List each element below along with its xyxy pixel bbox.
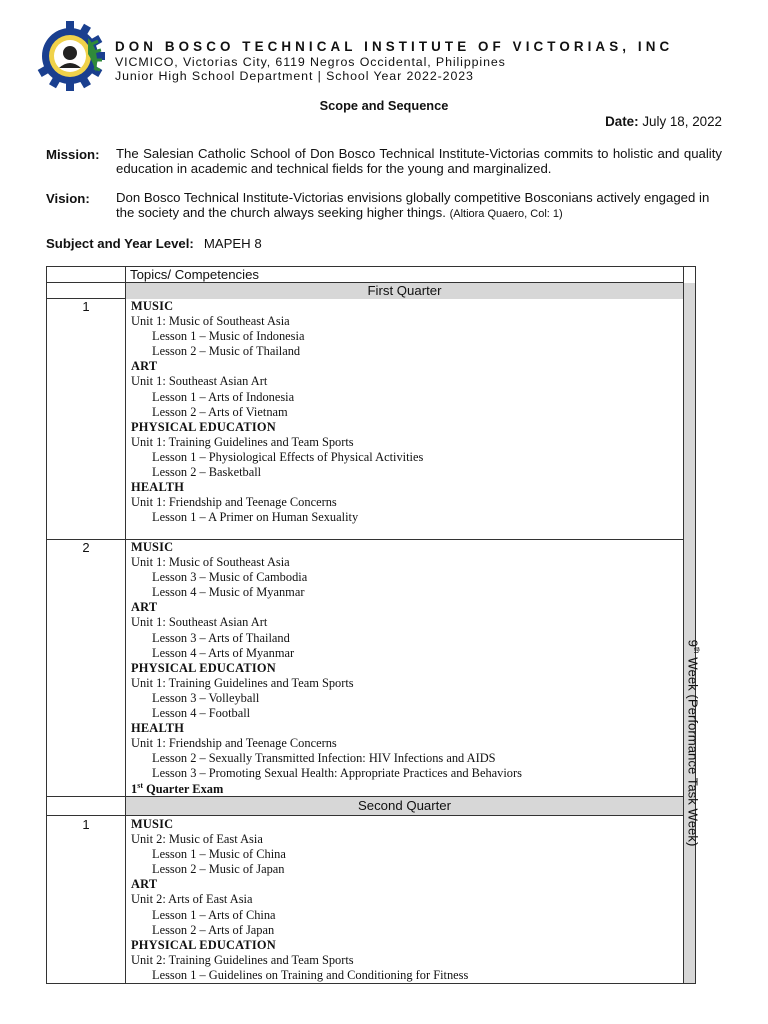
week-number: 1	[82, 299, 90, 314]
week-number: 1	[82, 817, 90, 832]
unit-line: Unit 1: Training Guidelines and Team Sports	[131, 675, 354, 690]
department-line: Junior High School Department | School Year 2022-2023	[115, 69, 474, 83]
side-label-text: Week (Performance Task Week)	[685, 653, 701, 847]
section-heading: PHYSICAL EDUCATION	[131, 937, 276, 952]
vision-text	[116, 191, 722, 221]
section-heading: MUSIC	[131, 817, 174, 831]
section-heading: HEALTH	[131, 480, 185, 495]
lesson-line: Lesson 1 – Music of China	[152, 847, 286, 862]
vision-citation: (Altiora Quaero, Col: 1)	[449, 207, 563, 220]
unit-line: Unit 1: Southeast Asian Art	[131, 374, 268, 389]
document-title: Scope and Sequence	[319, 98, 449, 113]
lesson-line: Lesson 4 – Football	[152, 706, 251, 721]
lesson-line: Lesson 3 – Arts of Thailand	[152, 630, 290, 645]
lesson-line: Lesson 2 – Arts of Vietnam	[152, 404, 288, 419]
section-heading: PHYSICAL EDUCATION	[131, 660, 276, 675]
subject-label: Subject and Year Level:	[46, 236, 194, 251]
section-heading: PHYSICAL EDUCATION	[131, 419, 276, 434]
side-label-number: 9	[685, 639, 701, 647]
topics-cell	[131, 817, 681, 983]
lesson-line: Lesson 4 – Music of Myanmar	[152, 585, 305, 600]
week-number: 2	[82, 540, 90, 555]
table-border-left	[46, 266, 47, 984]
subject-value: MAPEH 8	[203, 236, 262, 251]
subject-row	[46, 236, 262, 251]
table-row-line	[46, 815, 684, 816]
date-label: Date:	[605, 114, 639, 129]
lesson-line: Lesson 2 – Sexually Transmitted Infection: HIV Infections and AIDS	[152, 751, 496, 766]
section-heading: HEALTH	[131, 721, 185, 736]
institution-address: VICMICO, Victorias City, 6119 Negros Occidental, Philippines	[115, 55, 506, 69]
unit-line: Unit 2: Training Guidelines and Team Sports	[131, 952, 354, 967]
lesson-line: Lesson 1 – Guidelines on Training and Conditioning for Fitness	[152, 967, 469, 982]
lesson-line: Lesson 4 – Arts of Myanmar	[152, 645, 295, 660]
table-col-divider	[125, 266, 126, 984]
institution-name: DON BOSCO TECHNICAL INSTITUTE OF VICTORIAS, INC	[115, 39, 674, 54]
unit-line: Unit 1: Training Guidelines and Team Sports	[131, 434, 354, 449]
section-heading: MUSIC	[131, 540, 174, 554]
performance-task-week-label	[686, 523, 706, 963]
section-heading: ART	[131, 600, 158, 615]
section-heading: MUSIC	[131, 299, 174, 313]
table-header-topics: Topics/ Competencies	[130, 267, 260, 282]
exam-ordinal: 1	[131, 781, 138, 796]
unit-line: Unit 2: Arts of East Asia	[131, 892, 253, 907]
lesson-line: Lesson 1 – Physiological Effects of Physical Activities	[152, 449, 424, 464]
lesson-line: Lesson 2 – Basketball	[152, 465, 262, 480]
lesson-line: Lesson 1 – Music of Indonesia	[152, 329, 305, 344]
lesson-line: Lesson 2 – Music of Japan	[152, 862, 285, 877]
lesson-line: Lesson 3 – Music of Cambodia	[152, 570, 308, 585]
unit-line: Unit 2: Music of East Asia	[131, 832, 263, 847]
topics-cell	[131, 540, 681, 797]
unit-line: Unit 1: Southeast Asian Art	[131, 615, 268, 630]
side-label-sup: th	[692, 646, 701, 654]
lesson-line: Lesson 3 – Promoting Sexual Health: Appropriate Practices and Behaviors	[152, 766, 522, 781]
school-logo	[34, 20, 106, 92]
lesson-line: Lesson 3 – Volleyball	[152, 690, 260, 705]
mission-text: The Salesian Catholic School of Don Bosco Technical Institute-Victorias commits to holistic and quality education in academic and technical fields for the young and marginalized.	[116, 146, 722, 176]
mission-label: Mission:	[46, 147, 100, 162]
date-value: July 18, 2022	[642, 114, 722, 129]
quarter-band-second: Second Quarter	[126, 797, 683, 815]
vision-body: Don Bosco Technical Institute-Victorias envisions globally competitive Bosconians actively engaged in the society and the church always seeking higher things.	[116, 190, 710, 220]
table-border-bottom	[46, 983, 696, 984]
lesson-line: Lesson 1 – Arts of China	[152, 907, 276, 922]
lesson-line: Lesson 1 – A Primer on Human Sexuality	[152, 510, 359, 525]
quarter-band-first: First Quarter	[126, 283, 683, 299]
lesson-line: Lesson 1 – Arts of Indonesia	[152, 389, 295, 404]
unit-line: Unit 1: Music of Southeast Asia	[131, 555, 290, 570]
exam-text: Quarter Exam	[142, 781, 224, 796]
exam-ordinal-suffix: st	[137, 780, 143, 790]
lesson-line: Lesson 2 – Arts of Japan	[152, 922, 275, 937]
section-heading: ART	[131, 359, 158, 374]
lesson-line: Lesson 2 – Music of Thailand	[152, 344, 301, 359]
date-row	[605, 114, 722, 129]
exam-line	[131, 782, 681, 797]
section-heading: ART	[131, 877, 158, 892]
unit-line: Unit 1: Music of Southeast Asia	[131, 314, 290, 329]
unit-line: Unit 1: Friendship and Teenage Concerns	[131, 736, 337, 751]
topics-cell	[131, 299, 681, 525]
vision-label: Vision:	[46, 191, 90, 206]
unit-line: Unit 1: Friendship and Teenage Concerns	[131, 495, 337, 510]
